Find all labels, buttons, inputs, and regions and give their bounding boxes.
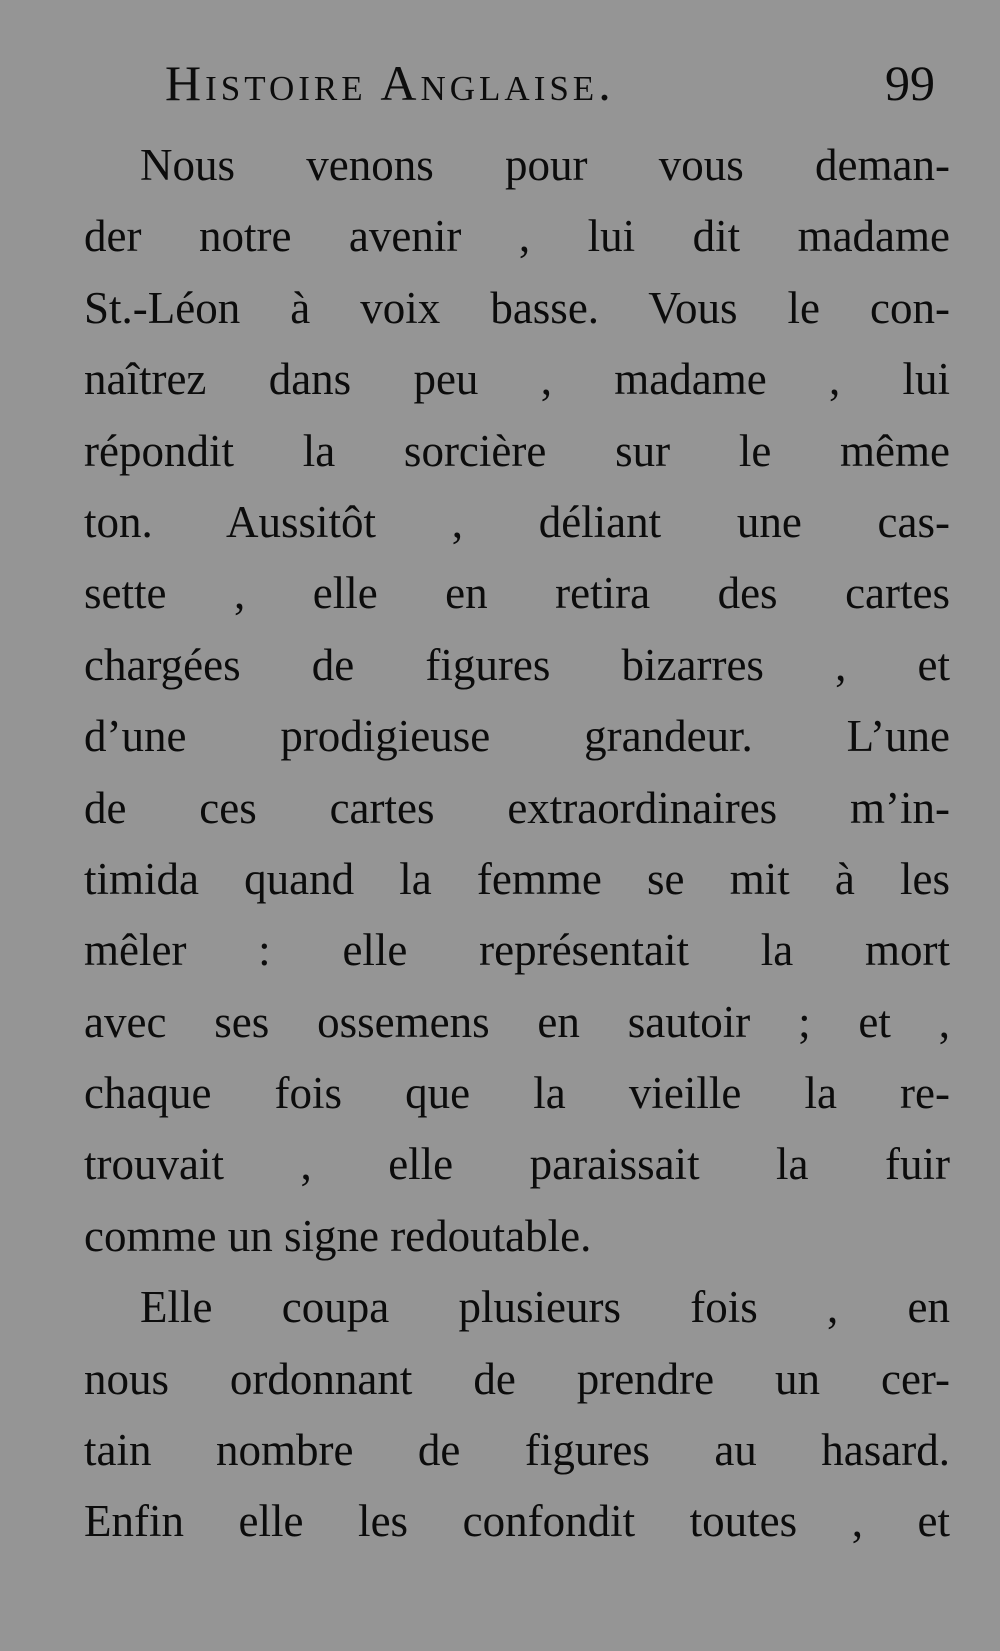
text-line: Elle coupa plusieurs fois , en [140,1282,950,1333]
page-number: 99 [885,55,935,111]
text-line: naîtrez dans peu , madame , lui [84,354,950,405]
text-line: nous ordonnant de prendre un cer- [84,1353,950,1404]
text-line: Enfin elle les confondit toutes , et [84,1496,950,1547]
text-line: de ces cartes extraordinaires m’in- [84,782,950,833]
text-line: Nous venons pour vous deman- [140,140,950,190]
text-line: chargées de figures bizarres , et [84,639,950,690]
text-line: répondit la sorcière sur le même [84,425,950,476]
running-title: Histoire Anglaise. [165,55,615,111]
text-line: ton. Aussitôt , déliant une cas- [84,496,950,547]
text-line: timida quand la femme se mit à les [84,853,950,904]
text-line: comme un signe redoutable. [84,1210,592,1261]
text-line: mêler : elle représentait la mort [84,925,950,976]
text-line: avec ses ossemens en sautoir ; et , [84,996,950,1047]
text-line: chaque fois que la vieille la re- [84,1068,950,1119]
body-text [84,130,950,1558]
text-line: sette , elle en retira des cartes [84,568,950,619]
text-line: trouvait , elle paraissait la fuir [84,1139,950,1190]
text-line: der notre avenir , lui dit madame [84,211,950,262]
text-line: St.-Léon à voix basse. Vous le con- [84,282,950,333]
text-line: tain nombre de figures au hasard. [84,1425,950,1476]
text-line: d’une prodigieuse grandeur. L’une [84,711,950,762]
page-header [165,48,935,118]
